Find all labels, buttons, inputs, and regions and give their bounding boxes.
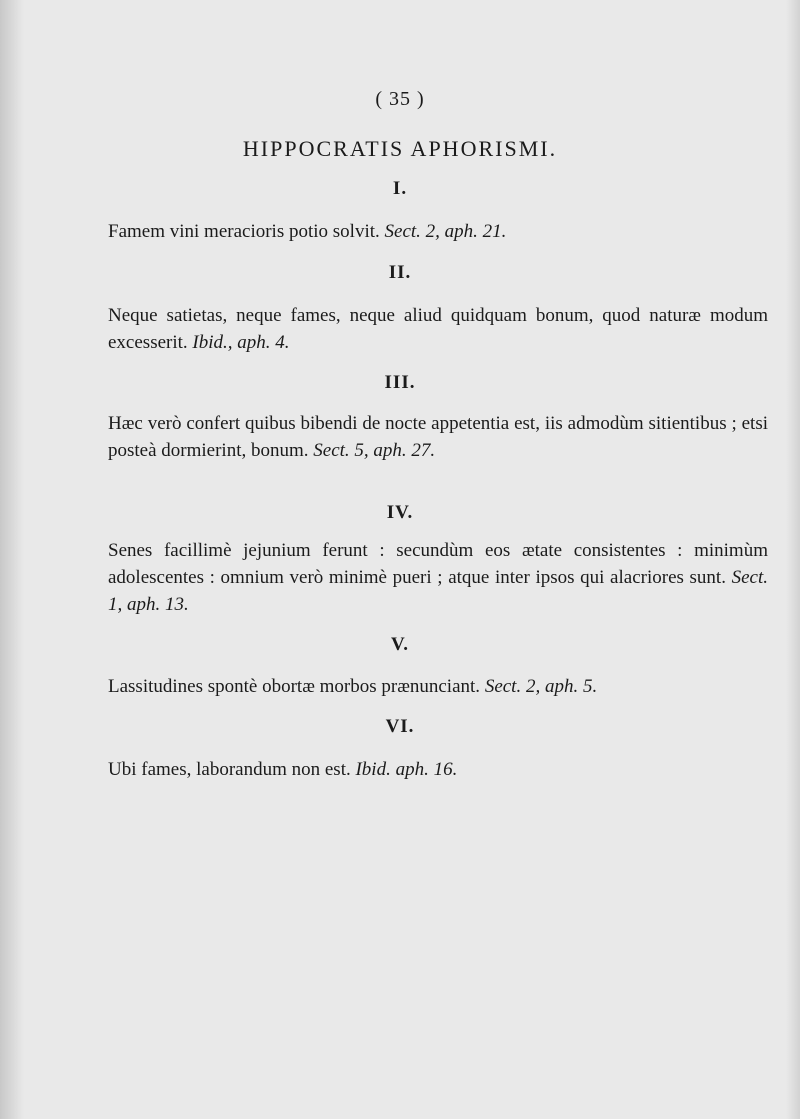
aphorism-2 (108, 302, 768, 356)
page-title: HIPPOCRATIS APHORISMI. (242, 136, 558, 161)
aphorism-text: Hæc verò confert quibus bibendi de nocte appetentia est, iis admodùm sitientibus ; etsi posteà dormierint, bonum. (108, 413, 768, 461)
aphorism-reference: Ibid., aph. 4. (192, 332, 290, 353)
aphorism-reference: Sect. 5, aph. 27. (313, 440, 436, 461)
aphorism-reference: Sect. 2, aph. 5. (484, 676, 598, 697)
aphorism-number-2: II. (388, 262, 412, 283)
aphorism-number-3: III. (384, 372, 416, 393)
aphorism-text: Neque satietas, neque fames, neque aliud quidquam bonum, quod naturæ modum excesserit. (108, 305, 768, 353)
aphorism-number-6: VI. (385, 716, 415, 737)
aphorism-text: Famem vini meracioris potio solvit. (108, 221, 380, 242)
aphorism-5 (108, 673, 768, 700)
aphorism-number-4: IV. (386, 502, 414, 523)
aphorism-3 (108, 410, 768, 464)
aphorism-1 (108, 218, 768, 245)
aphorism-text: Ubi fames, laborandum non est. (108, 759, 351, 780)
aphorism-reference: Ibid. aph. 16. (355, 759, 458, 780)
aphorism-reference: Sect. 2, aph. 21. (384, 221, 507, 242)
page-number: ( 35 ) (375, 88, 425, 110)
aphorism-4 (108, 537, 768, 618)
aphorism-number-5: V. (390, 634, 410, 655)
aphorism-text: Senes facillimè jejunium ferunt : secundùm eos ætate consistentes : minimùm adolescentes : omnium verò minimè pueri ; atque inter ipsos qui alacriores sunt. (108, 540, 768, 588)
aphorism-number-1: I. (392, 178, 408, 199)
aphorism-6 (108, 756, 768, 783)
aphorism-reference: Sect. 1, aph. 13. (108, 567, 768, 615)
aphorism-text: Lassitudines spontè obortæ morbos prænunciant. (108, 676, 481, 697)
